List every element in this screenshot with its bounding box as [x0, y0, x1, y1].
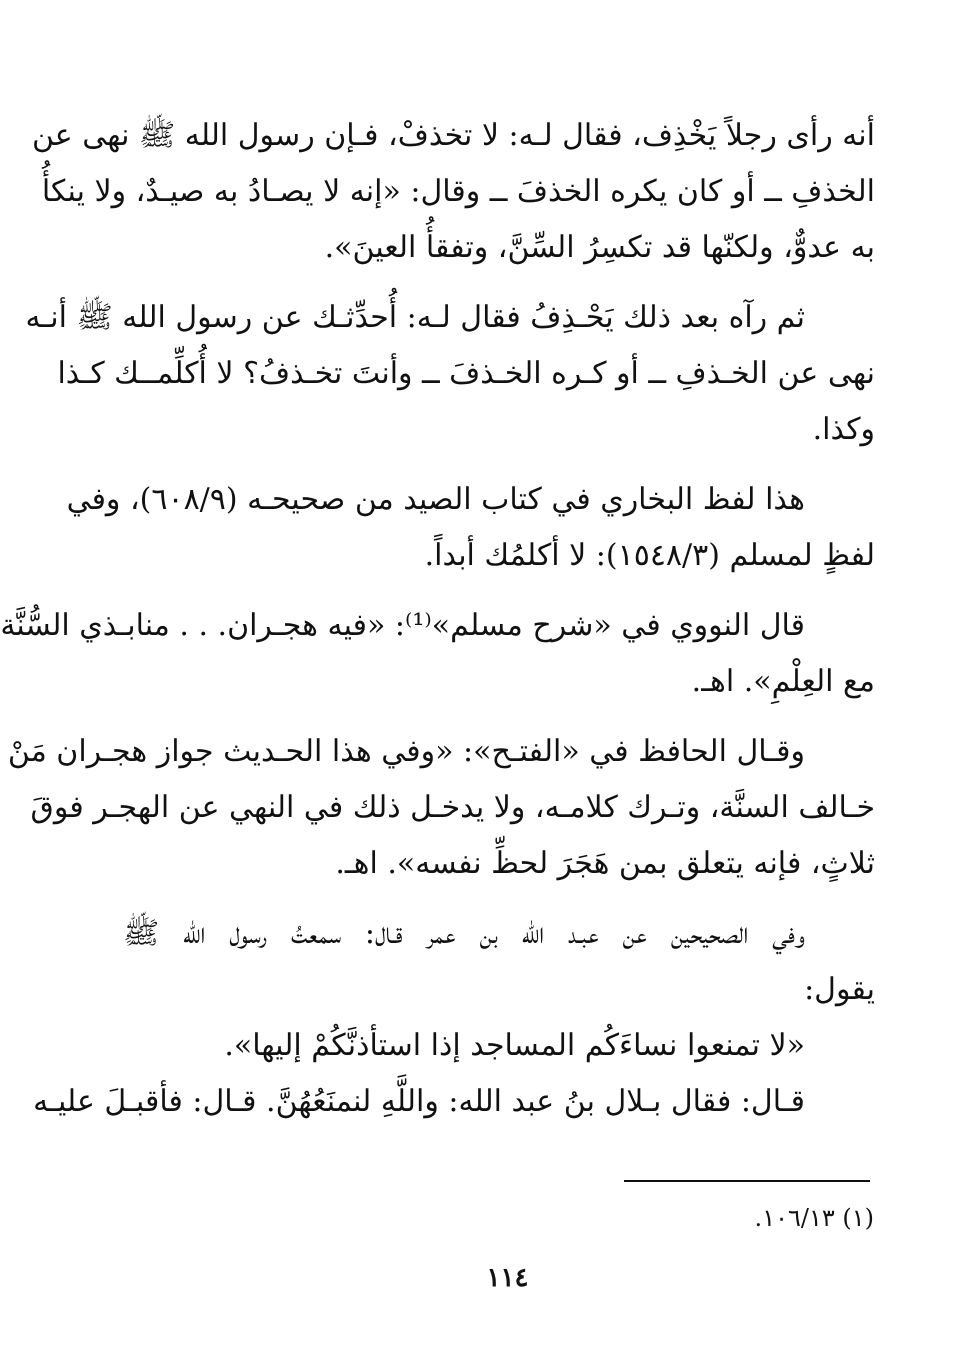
main-text — [0, 108, 875, 1130]
paragraph-3 — [66, 472, 875, 584]
paragraph-8 — [33, 1074, 875, 1130]
text-line: مع العِلْمِ». اهـ. — [691, 664, 875, 699]
text-line: به عدوٌّ، ولكنّها قد تكسِرُ السِّنَّ، وتفقأُ العينَ». — [324, 230, 875, 265]
text-line: لفظٍ لمسلم (١٥٤٨/٣): لا أكلمُك أبداً. — [424, 538, 875, 573]
text-line: وفي الصحيحين عن عبـد الله بن عمر قـال: سمعتُ رسول الله ﷺ — [123, 916, 805, 951]
paragraph-1 — [31, 108, 875, 276]
paragraph-5 — [7, 724, 875, 892]
paragraph-4 — [0, 598, 875, 710]
text-line: قال النووي في «شرح مسلم»⁽¹⁾: «فيه هجـران. . . منابـذي السُّنَّة — [0, 608, 805, 643]
text-line: خـالف السنَّة، وتـرك كلامـه، ولا يدخـل ذلك في النهي عن الهجـر فوقَ — [30, 790, 875, 825]
text-line: الخذفِ ــ أو كان يكره الخذفَ ــ وقال: «إنه لا يصـادُ به صيـدٌ، ولا ينكأُ — [41, 174, 875, 209]
footnote: (١) ١٠٦/١٣. — [754, 1204, 874, 1232]
paragraph-2 — [25, 290, 875, 458]
text-line: ثم رآه بعد ذلك يَحْـذِفُ فقال لـه: أُحدِّثـك عن رسول الله ﷺ أنـه — [25, 300, 805, 335]
text-line: أنه رأى رجلاً يَخْذِف، فقال لـه: لا تخذفْ، فـإن رسول الله ﷺ نهى عن — [31, 118, 875, 153]
text-line: هذا لفظ البخاري في كتاب الصيد من صحيحـه (٦٠٨/٩)، وفي — [66, 482, 805, 517]
hadith-quote — [123, 1018, 875, 1074]
text-line: «لا تمنعوا نساءَكُم المساجد إذا استأذنَّكُمْ إليها». — [224, 1028, 805, 1063]
text-line: وكذا. — [812, 412, 875, 447]
text-line: يقول: — [804, 972, 875, 1007]
text-line: وقـال الحافظ في «الفتـح»: «وفي هذا الحـديث جواز هجـران مَنْ — [7, 734, 805, 769]
text-line: نهى عن الخـذفِ ــ أو كـره الخـذفَ ــ وأنتَ تخـذفُ؟ لا أُكلِّمــك كـذا — [57, 356, 875, 391]
text-line: ثلاثٍ، فإنه يتعلق بمن هَجَرَ لحظِّ نفسه». اهـ. — [335, 846, 875, 881]
footnote-divider — [624, 1180, 870, 1182]
text-line: قـال: فقال بـلال بنُ عبد الله: واللَّهِ لنمنَعُهُنَّ. قـال: فأقبـلَ عليـه — [33, 1084, 805, 1119]
page-number: ١١٤ — [486, 1263, 529, 1293]
paragraph-6 — [123, 906, 875, 1018]
